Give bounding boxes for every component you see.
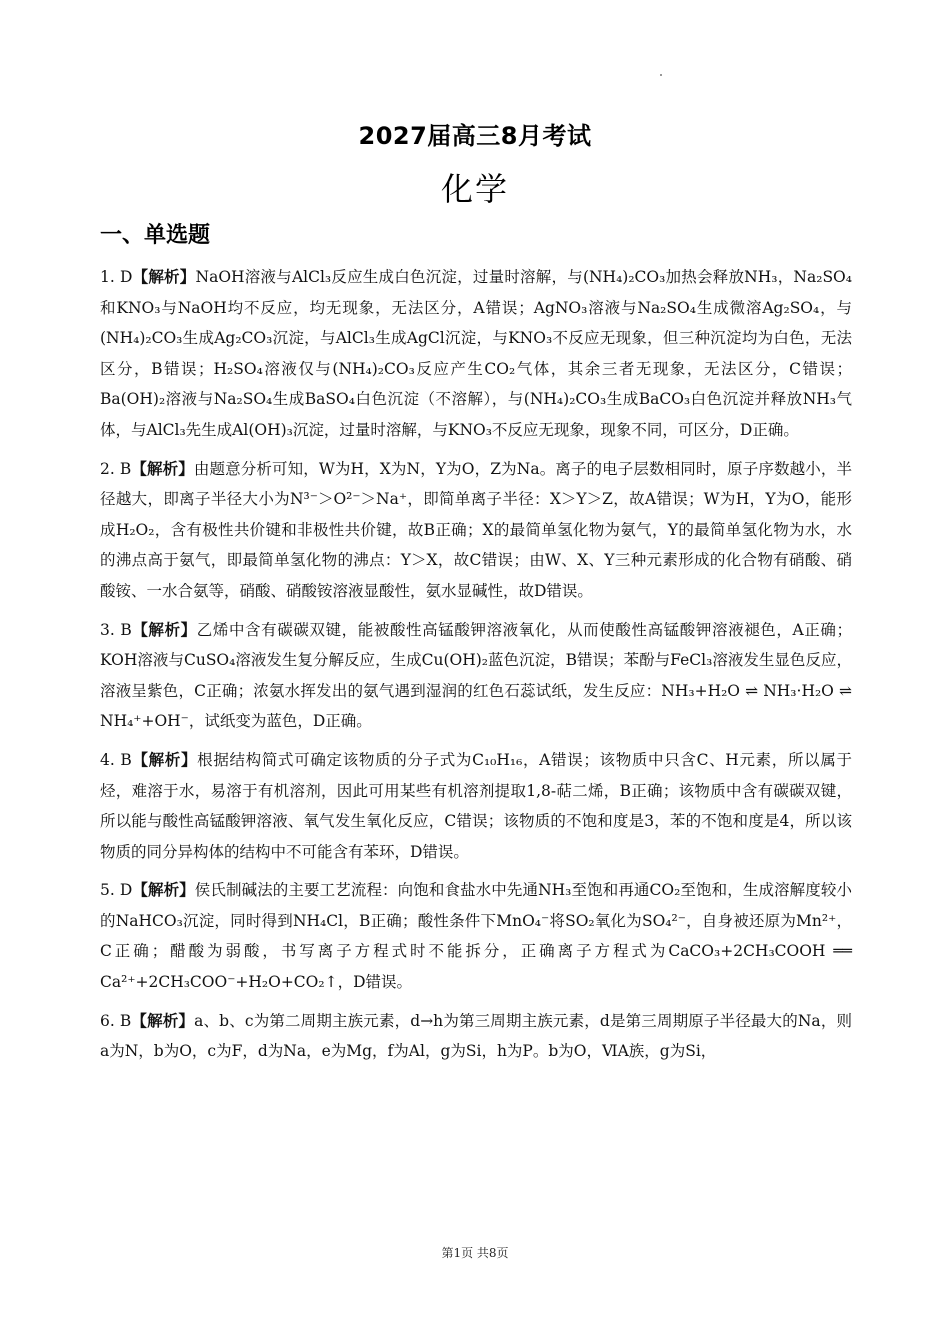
section-heading: 一、单选题	[100, 223, 211, 248]
answer-number: 1. D	[100, 268, 133, 286]
answers-body	[100, 262, 852, 1075]
answer-number: 3. B	[100, 620, 132, 639]
page-footer: 第1页 共8页	[441, 1246, 509, 1260]
analysis-tag: 【解析】	[132, 880, 195, 900]
analysis-tag: 【解析】	[131, 619, 197, 639]
answer-item	[100, 745, 852, 867]
answer-item	[100, 875, 852, 997]
answer-number: 4. B	[100, 750, 132, 769]
speck-mark	[660, 74, 662, 76]
answer-text: a、b、c为第二周期主族元素，d→h为第三周期主族元素，d是第三周期原子半径最大的Na，则a为N，b为O，c为F，d为Na，e为Mg，f为Al，g为Si，h为P。b为O，ⅥA族，g为Si，	[100, 1011, 852, 1061]
analysis-tag: 【解析】	[132, 267, 196, 286]
answer-text: 由题意分析可知，W为H，X为N，Y为O，Z为Na。离子的电子层数相同时，原子序数越小，半径越大，即离子半径大小为N³⁻＞O²⁻＞Na⁺，即简单离子半径：X＞Y＞Z，故A错误；W为H，Y为O，能形成H₂O₂，含有极性共价键和非极性共价键，故B正确；X的最简单氢化物为氨气，Y的最简单氢化物为水，水的沸点高于氨气，即最简单氢化物的沸点：Y＞X，故C错误；由W、X、Y三种元素形成的化合物有硝酸、硝酸铵、一水合氨等，硝酸、硝酸铵溶液显酸性，氨水显碱性，故D错误。	[100, 459, 852, 600]
answer-item	[100, 1006, 852, 1067]
answer-number: 6. B	[100, 1011, 132, 1030]
answer-text: NaOH溶液与AlCl₃反应生成白色沉淀，过量时溶解，与(NH₄)₂CO₃加热会释放NH₃，Na₂SO₄和KNO₃与NaOH均不反应，均无现象，无法区分，A错误；AgNO₃溶液与Na₂SO₄生成微溶Ag₂SO₄，与(NH₄)₂CO₃生成Ag₂CO₃沉淀，与AlCl₃生成AgCl沉淀，与KNO₃不反应无现象，但三种沉淀均为白色，无法区分，B错误；H₂SO₄溶液仅与(NH₄)₂CO₃反应产生CO₂气体，其余三者无现象，无法区分，C错误；Ba(OH)₂溶液与Na₂SO₄生成BaSO₄白色沉淀（不溶解），与(NH₄)₂CO₃生成BaCO₃白色沉淀并释放NH₃气体，与AlCl₃先生成Al(OH)₃沉淀，过量时溶解，与KNO₃不反应无现象，现象不同，可区分，D正确。	[100, 268, 852, 439]
answer-text: 侯氏制碱法的主要工艺流程：向饱和食盐水中先通NH₃至饱和再通CO₂至饱和，生成溶解度较小的NaHCO₃沉淀，同时得到NH₄Cl，B正确；酸性条件下MnO₄⁻将SO₂氧化为SO₄²⁻，自身被还原为Mn²⁺，C正确；醋酸为弱酸，书写离子方程式时不能拆分，正确离子方程式为CaCO₃+2CH₃COOH ══ Ca²⁺+2CH₃COO⁻+H₂O+CO₂↑，D错误。	[100, 881, 852, 992]
subject-title: 化学	[440, 170, 509, 208]
answer-number: 5. D	[100, 881, 133, 900]
answer-item	[100, 615, 852, 737]
answer-text: 根据结构简式可确定该物质的分子式为C₁₀H₁₆，A错误；该物质中只含C、H元素，所以属于烃，难溶于水，易溶于有机溶剂，因此可用某些有机溶剂提取1,8-萜二烯，B正确；该物质中含有碳碳双键，所以能与酸性高锰酸钾溶液、氧气发生氧化反应，C错误；该物质的不饱和度是3，苯的不饱和度是4，所以该物质的同分异构体的结构中不可能含有苯环，D错误。	[100, 750, 852, 861]
analysis-tag: 【解析】	[131, 1010, 195, 1030]
answer-number: 2. B	[100, 459, 132, 478]
answer-item	[100, 262, 852, 446]
answer-item	[100, 454, 852, 607]
exam-title: 2027届高三8月考试	[358, 122, 592, 150]
analysis-tag: 【解析】	[131, 749, 198, 769]
analysis-tag: 【解析】	[131, 458, 194, 478]
answer-text: 乙烯中含有碳碳双键，能被酸性高锰酸钾溶液氧化，从而使酸性高锰酸钾溶液褪色，A正确；KOH溶液与CuSO₄溶液发生复分解反应，生成Cu(OH)₂蓝色沉淀，B错误；苯酚与FeCl₃溶液发生显色反应，溶液呈紫色，C正确；浓氨水挥发出的氨气遇到湿润的红色石蕊试纸，发生反应：NH₃+H₂O ⇌ NH₃·H₂O ⇌ NH₄⁺+OH⁻，试纸变为蓝色，D正确。	[100, 620, 852, 731]
